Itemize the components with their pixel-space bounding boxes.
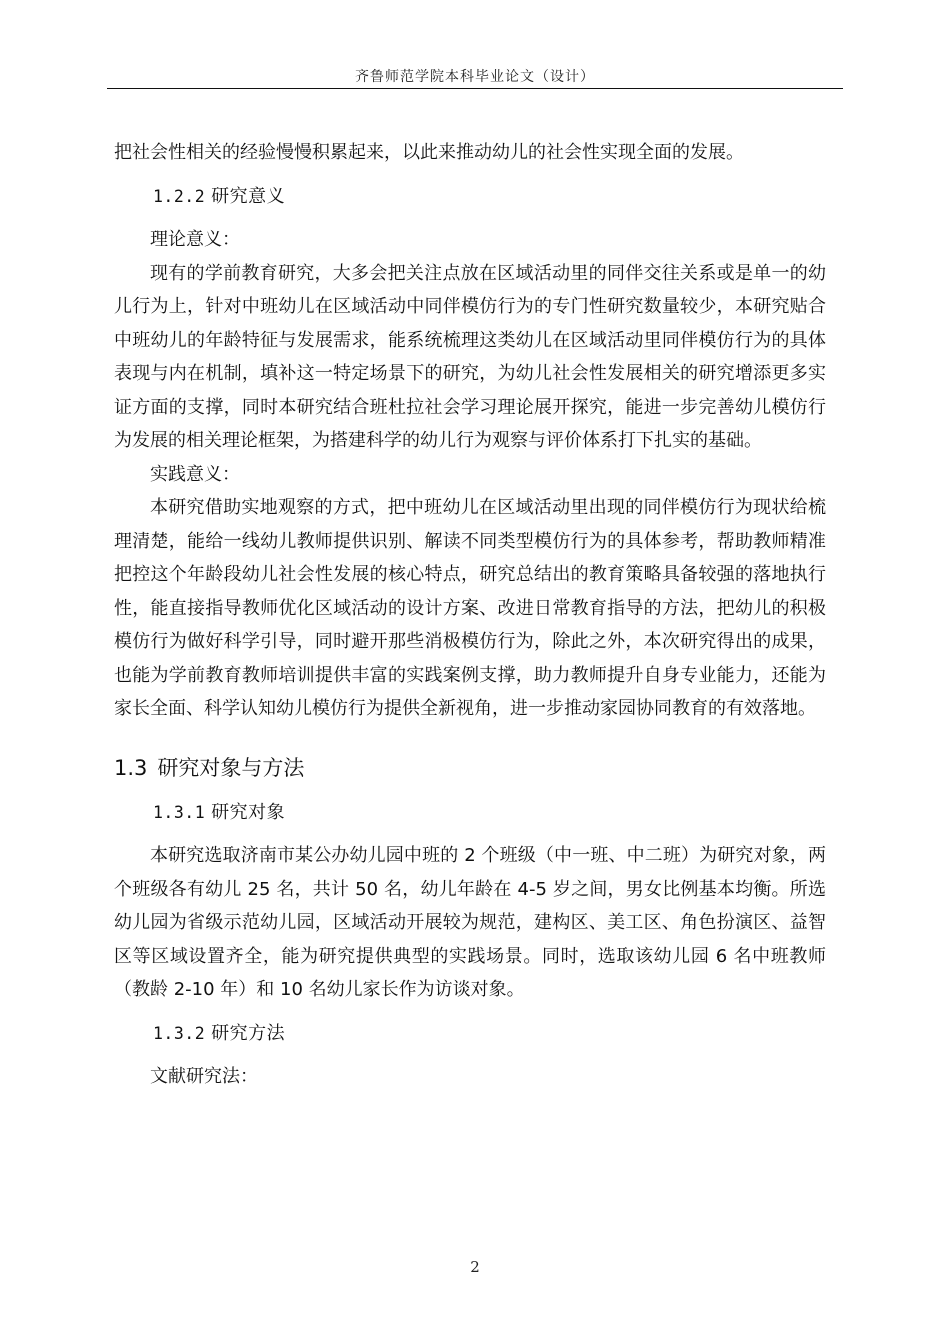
paragraph-continued: 把社会性相关的经验慢慢积累起来，以此来推动幼儿的社会性实现全面的发展。 [114, 142, 744, 163]
section-heading-1-3 [114, 750, 826, 786]
section-number: 1.3 [114, 755, 148, 780]
running-header: 齐鲁师范学院本科毕业论文（设计） [355, 69, 595, 85]
literature-method-label: 文献研究法： [150, 1066, 258, 1087]
subsection-heading-1-2-2 [114, 180, 826, 214]
subsection-title: 研究对象 [211, 801, 286, 823]
practice-significance-paragraph: 本研究借助实地观察的方式，把中班幼儿在区域活动里出现的同伴模仿行为现状给梳理清楚，能给一线幼儿教师提供识别、解读不同类型模仿行为的具体参考，帮助教师精准把控这个年龄段幼儿社会性发展的核心特点，研究总结出的教育策略具备较强的落地执行性，能直接指导教师优化区域活动的设计方案、改进日常教育指导的方法，把幼儿的积极模仿行为做好科学引导，同时避开那些消极模仿行为，除此之外，本次研究得出的成果，也能为学前教育教师培训提供丰富的实践案例支撑，助力教师提升自身专业能力，还能为家长全面、科学认知幼儿模仿行为提供全新视角，进一步推动家园协同教育的有效落地。 [114, 497, 826, 719]
section-title: 研究对象与方法 [157, 755, 305, 780]
practice-significance-label: 实践意义： [150, 463, 240, 485]
subsection-heading-1-3-1 [114, 796, 826, 830]
theory-significance-paragraph: 现有的学前教育研究，大多会把关注点放在区域活动里的同伴交往关系或是单一的幼儿行为上，针对中班幼儿在区域活动中同伴模仿行为的专门性研究数量较少，本研究贴合中班幼儿的年龄特征与发展需求，能系统梳理这类幼儿在区域活动里同伴模仿行为的具体表现与内在机制，填补这一特定场景下的研究，为幼儿社会性发展相关的研究增添更多实证方面的支撑，同时本研究结合班杜拉社会学习理论展开探究，能进一步完善幼儿模仿行为发展的相关理论框架，为搭建科学的幼儿行为观察与评价体系打下扎实的基础。 [114, 262, 826, 451]
subsection-number: 1.3.1 [153, 802, 206, 822]
subsection-heading-1-3-2 [114, 1017, 826, 1051]
subsection-title: 研究方法 [211, 1022, 286, 1044]
subsection-title: 研究意义 [211, 185, 286, 207]
research-subjects-paragraph: 本研究选取济南市某公办幼儿园中班的 2 个班级（中一班、中二班）为研究对象，两个班级各有幼儿 25 名，共计 50 名，幼儿年龄在 4-5 岁之间，男女比例基本均衡。所选幼儿园为省级示范幼儿园，区域活动开展较为规范，建构区、美工区、角色扮演区、益智区等区域设置齐全，能为研究提供典型的实践场景。同时，选取该幼儿园 6 名中班教师（教龄 2-10 年）和 10 名幼儿家长作为访谈对象。 [114, 845, 826, 1000]
subsection-number: 1.2.2 [153, 186, 206, 206]
theory-significance-label: 理论意义： [150, 229, 240, 250]
page-body [114, 136, 826, 1094]
header-rule [107, 88, 843, 89]
page-number: 2 [470, 1258, 480, 1276]
subsection-number: 1.3.2 [153, 1023, 206, 1043]
